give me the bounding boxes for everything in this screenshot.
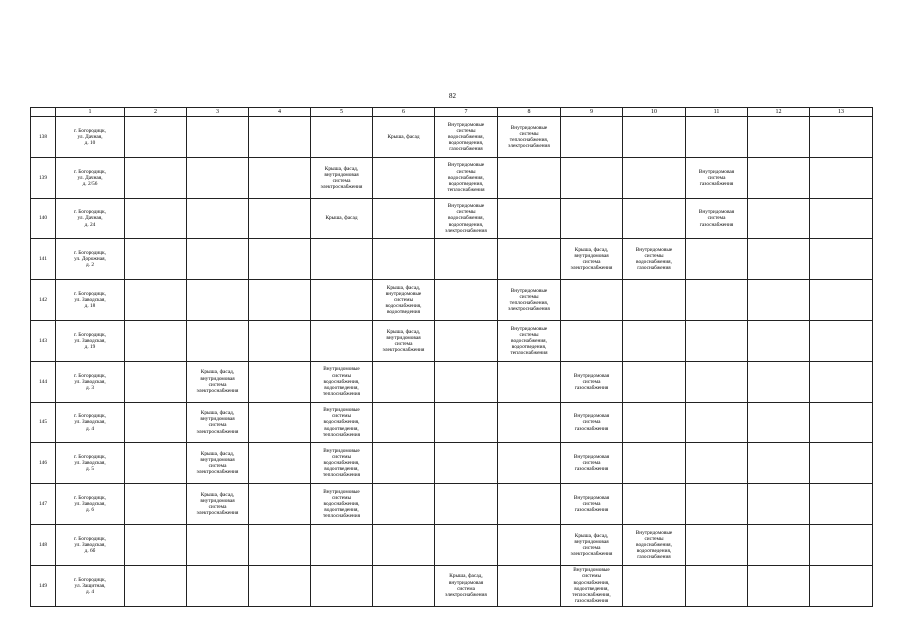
column-header-5: 5 [311,108,373,117]
work-cell-c6: Крыша, фасад [373,117,435,158]
work-cell-c5 [311,280,373,321]
address-cell: г. Богородицк, ул. Заводская, д. 4 [56,402,125,443]
work-cell-c11 [686,320,748,361]
work-cell-c10 [623,361,686,402]
work-cell-c10 [623,402,686,443]
column-header-8: 8 [498,108,561,117]
work-cell-c3 [187,320,249,361]
work-cell-c9 [561,280,623,321]
table-row [31,484,873,525]
work-cell-c7: Внутридомовые системы водоснабжения, водоотведения, электроснабжения [435,198,498,239]
work-cell-c10 [623,443,686,484]
work-cell-c10: Внутридомовые системы водоснабжения, водоотведения, газоснабжения [623,524,686,565]
work-cell-c11 [686,524,748,565]
column-header-12: 12 [748,108,810,117]
address-cell: г. Богородицк, ул. Заводская, д. 3 [56,361,125,402]
work-cell-c12 [748,157,810,198]
work-cell-c4 [249,198,311,239]
work-cell-c4 [249,280,311,321]
address-cell: г. Богородицк, ул. Заводская, д. 6 [56,484,125,525]
work-cell-c13 [810,280,873,321]
work-cell-c7: Крыша, фасад, внутридомовая система электроснабжения [435,565,498,606]
table-row [31,320,873,361]
work-cell-c5 [311,117,373,158]
header-cell-blank [31,108,56,117]
work-cell-c10 [623,565,686,606]
work-cell-c2 [125,484,187,525]
work-cell-c2 [125,320,187,361]
row-number-cell: 138 [31,117,56,158]
work-cell-c8 [498,157,561,198]
table-row [31,402,873,443]
address-cell: г. Богородицк, ул. Дачная, д. 2/56 [56,157,125,198]
row-number-cell: 146 [31,443,56,484]
work-cell-c13 [810,524,873,565]
work-cell-c12 [748,280,810,321]
work-cell-c4 [249,157,311,198]
work-cell-c10: Внутридомовые системы водоснабжения, газоснабжения [623,239,686,280]
work-cell-c11 [686,361,748,402]
work-cell-c5: Внутридомовые системы водоснабжения, водоотведения, теплоснабжения [311,402,373,443]
work-cell-c5: Внутридомовые системы водоснабжения, водоотведения, теплоснабжения [311,443,373,484]
work-cell-c3 [187,117,249,158]
work-cell-c4 [249,239,311,280]
work-cell-c4 [249,524,311,565]
work-cell-c12 [748,565,810,606]
table-row [31,443,873,484]
work-cell-c11: Внутридомовая система газоснабжения [686,198,748,239]
work-cell-c10 [623,157,686,198]
address-cell: г. Богородицк, ул. Дачная, д. 10 [56,117,125,158]
work-cell-c13 [810,443,873,484]
work-cell-c13 [810,402,873,443]
table-row [31,198,873,239]
work-cell-c4 [249,320,311,361]
work-cell-c6 [373,443,435,484]
table-row [31,157,873,198]
work-cell-c12 [748,484,810,525]
work-cell-c11: Внутридомовая система газоснабжения [686,157,748,198]
work-cell-c2 [125,361,187,402]
work-cell-c6 [373,524,435,565]
work-cell-c3: Крыша, фасад, внутридомовая система электроснабжения [187,402,249,443]
table-row [31,239,873,280]
work-cell-c5: Крыша, фасад [311,198,373,239]
work-cell-c13 [810,239,873,280]
table-row [31,280,873,321]
table-row [31,117,873,158]
table-row [31,361,873,402]
work-cell-c6 [373,157,435,198]
address-cell: г. Богородицк, ул. Заводская, д. 18 [56,280,125,321]
work-cell-c2 [125,198,187,239]
repair-schedule-table [30,107,873,607]
work-cell-c5 [311,239,373,280]
work-cell-c2 [125,443,187,484]
work-cell-c9 [561,117,623,158]
address-cell: г. Богородицк, ул. Заводская, д. 5 [56,443,125,484]
work-cell-c9: Внутридомовая система газоснабжения [561,443,623,484]
row-number-cell: 139 [31,157,56,198]
row-number-cell: 148 [31,524,56,565]
work-cell-c9: Внутридомовая система газоснабжения [561,402,623,443]
work-cell-c11 [686,402,748,443]
column-header-6: 6 [373,108,435,117]
column-header-13: 13 [810,108,873,117]
work-cell-c6 [373,239,435,280]
work-cell-c12 [748,198,810,239]
column-header-4: 4 [249,108,311,117]
work-cell-c10 [623,198,686,239]
work-cell-c4 [249,443,311,484]
work-cell-c4 [249,565,311,606]
work-cell-c13 [810,361,873,402]
work-cell-c11 [686,484,748,525]
page-number: 82 [449,92,456,100]
column-header-3: 3 [187,108,249,117]
table-row [31,524,873,565]
work-cell-c8 [498,198,561,239]
work-cell-c3 [187,565,249,606]
work-cell-c4 [249,402,311,443]
work-cell-c6 [373,484,435,525]
work-cell-c3: Крыша, фасад, внутридомовая система электроснабжения [187,361,249,402]
work-cell-c8: Внутридомовые системы теплоснабжения, электроснабжения [498,117,561,158]
work-cell-c5: Внутридомовые системы водоснабжения, водоотведения, теплоснабжения [311,484,373,525]
column-header-1: 1 [56,108,125,117]
row-number-cell: 144 [31,361,56,402]
table-row [31,565,873,606]
address-cell: г. Богородицк, ул. Заводская, д. 19 [56,320,125,361]
work-cell-c4 [249,361,311,402]
work-cell-c8 [498,443,561,484]
work-cell-c5 [311,565,373,606]
work-cell-c5 [311,320,373,361]
work-cell-c3 [187,524,249,565]
work-cell-c6 [373,198,435,239]
work-cell-c7 [435,524,498,565]
work-cell-c9 [561,320,623,361]
work-cell-c3 [187,280,249,321]
work-cell-c2 [125,117,187,158]
work-cell-c13 [810,565,873,606]
work-cell-c13 [810,484,873,525]
work-cell-c8 [498,402,561,443]
work-cell-c9: Внутридомовая система газоснабжения [561,484,623,525]
work-cell-c5: Внутридомовые системы водоснабжения, водоотведения, теплоснабжения [311,361,373,402]
work-cell-c4 [249,117,311,158]
work-cell-c6 [373,565,435,606]
work-cell-c9: Крыша, фасад, внутридомовая система электроснабжения [561,524,623,565]
row-number-cell: 149 [31,565,56,606]
work-cell-c9 [561,198,623,239]
work-cell-c7 [435,280,498,321]
column-header-2: 2 [125,108,187,117]
work-cell-c9: Внутридомовая система газоснабжения [561,361,623,402]
work-cell-c7 [435,402,498,443]
row-number-cell: 143 [31,320,56,361]
work-cell-c11 [686,280,748,321]
work-cell-c8: Внутридомовые системы теплоснабжения, электроснабжения [498,280,561,321]
work-cell-c7 [435,484,498,525]
work-cell-c2 [125,402,187,443]
work-cell-c13 [810,198,873,239]
row-number-cell: 140 [31,198,56,239]
column-header-11: 11 [686,108,748,117]
row-number-cell: 147 [31,484,56,525]
work-cell-c7: Внутридомовые системы водоснабжения, водоотведения, газоснабжения [435,117,498,158]
work-cell-c7: Внутридомовые системы водоснабжения, водоотведения, теплоснабжения [435,157,498,198]
address-cell: г. Богородицк, ул. Защитная, д. 4 [56,565,125,606]
work-cell-c10 [623,117,686,158]
work-cell-c10 [623,280,686,321]
work-cell-c10 [623,320,686,361]
work-cell-c3: Крыша, фасад, внутридомовая система электроснабжения [187,443,249,484]
address-cell: г. Богородицк, ул. Дачная, д. 24 [56,198,125,239]
work-cell-c13 [810,157,873,198]
work-cell-c11 [686,239,748,280]
column-header-7: 7 [435,108,498,117]
work-cell-c12 [748,320,810,361]
work-cell-c6 [373,402,435,443]
work-cell-c7 [435,320,498,361]
work-cell-c2 [125,157,187,198]
table-body [31,117,873,607]
work-cell-c12 [748,361,810,402]
work-cell-c11 [686,565,748,606]
work-cell-c8 [498,524,561,565]
work-cell-c9 [561,157,623,198]
work-cell-c6: Крыша, фасад, внутридомовая система электроснабжения [373,320,435,361]
work-cell-c12 [748,443,810,484]
work-cell-c3 [187,157,249,198]
work-cell-c3 [187,198,249,239]
work-cell-c13 [810,320,873,361]
work-cell-c11 [686,443,748,484]
row-number-cell: 145 [31,402,56,443]
work-cell-c6: Крыша, фасад, внутридомовые системы водоснабжения, водоотведения [373,280,435,321]
work-cell-c8 [498,361,561,402]
work-cell-c5 [311,524,373,565]
work-cell-c6 [373,361,435,402]
work-cell-c2 [125,239,187,280]
work-cell-c13 [810,117,873,158]
work-cell-c8 [498,565,561,606]
work-cell-c12 [748,524,810,565]
work-cell-c7 [435,361,498,402]
work-cell-c3: Крыша, фасад, внутридомовая система электроснабжения [187,484,249,525]
work-cell-c8: Внутридомовые системы водоснабжения, водоотведения, теплоснабжения [498,320,561,361]
work-cell-c7 [435,443,498,484]
work-cell-c9: Крыша, фасад, внутридомовая система электроснабжения [561,239,623,280]
work-cell-c11 [686,117,748,158]
work-cell-c8 [498,239,561,280]
work-cell-c3 [187,239,249,280]
header-row [31,108,873,117]
column-header-9: 9 [561,108,623,117]
address-cell: г. Богородицк, ул. Дорожная, д. 2 [56,239,125,280]
work-cell-c2 [125,280,187,321]
work-cell-c12 [748,402,810,443]
column-header-10: 10 [623,108,686,117]
work-cell-c9: Внутридомовые системы водоснабжения, водоотведения, теплоснабжения, газоснабжения [561,565,623,606]
work-cell-c10 [623,484,686,525]
address-cell: г. Богородицк, ул. Заводская, д. 6б [56,524,125,565]
work-cell-c7 [435,239,498,280]
work-cell-c4 [249,484,311,525]
work-cell-c8 [498,484,561,525]
work-cell-c12 [748,117,810,158]
row-number-cell: 141 [31,239,56,280]
work-cell-c5: Крыша, фасад, внутридомовая система электроснабжения [311,157,373,198]
work-cell-c2 [125,565,187,606]
work-cell-c2 [125,524,187,565]
work-cell-c12 [748,239,810,280]
row-number-cell: 142 [31,280,56,321]
